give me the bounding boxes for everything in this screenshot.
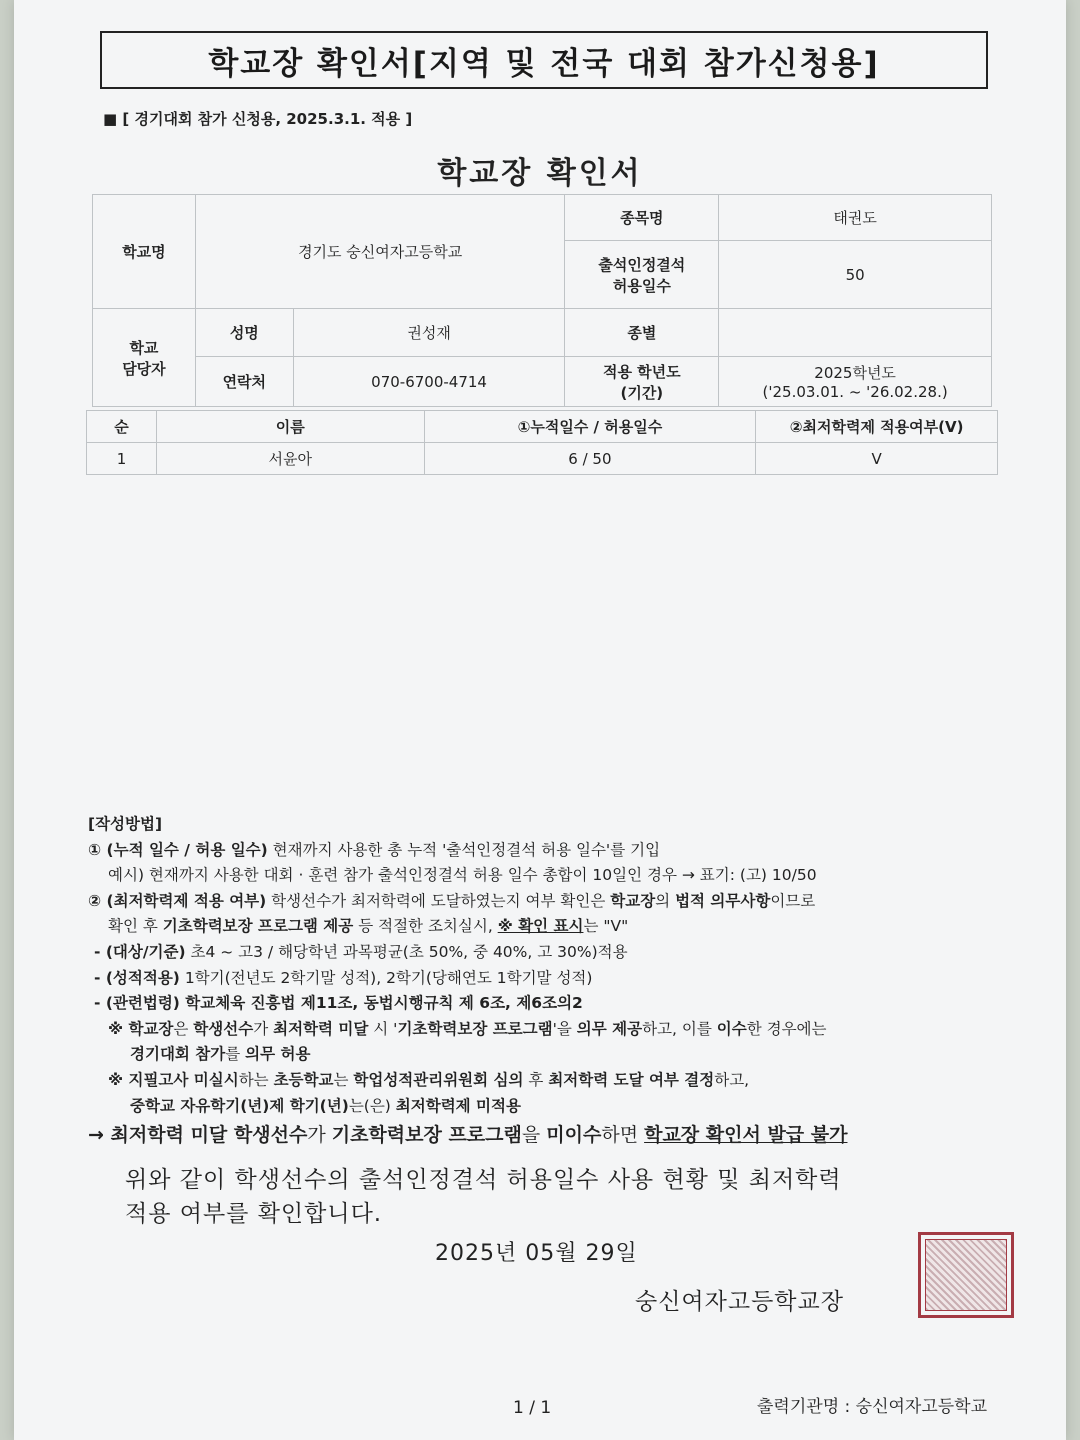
- school-label: 학교명: [93, 195, 196, 309]
- category-label: 종별: [565, 309, 719, 357]
- instruction-bold: 초등학교: [273, 1070, 334, 1089]
- instruction-text: 현재까지 사용한 총 누적 '출석인정결석 허용 일수'를 기입: [267, 840, 661, 859]
- year-label-line2: (기간): [620, 383, 664, 402]
- instructions-section: [88, 812, 1008, 1149]
- allowed-days-value: 50: [719, 241, 992, 309]
- allowed-days-label-line1: 출석인정결석: [598, 255, 686, 274]
- table-row: [87, 443, 998, 475]
- event-value: 태권도: [719, 195, 992, 241]
- instruction-bold: 학교장: [610, 891, 656, 910]
- contact-label: 연락처: [195, 357, 293, 407]
- instruction-bold: 법적 의무사항: [675, 891, 771, 910]
- instruction-bold: 학교체육 진흥법 제11조, 동법시행규칙 제 6조, 제6조의2: [179, 994, 583, 1013]
- instruction-bold: 학업성적관리위원회 심의: [353, 1070, 524, 1089]
- school-value: 경기도 숭신여자고등학교: [195, 195, 565, 309]
- manager-label-line1: 학교: [129, 338, 159, 357]
- column-header: ②최저학력제 적용여부(V): [756, 411, 998, 443]
- instruction-bold: 미이수: [546, 1124, 602, 1147]
- school-info-table: [92, 194, 992, 407]
- year-label: [565, 357, 719, 407]
- instruction-bold: 이수: [716, 1019, 747, 1038]
- min-academic-applied: V: [756, 443, 998, 475]
- confirmation-line-2: 적용 여부를 확인합니다.: [125, 1201, 383, 1227]
- instruction-line-7: [88, 991, 1008, 1017]
- column-header: 순: [87, 411, 157, 443]
- official-seal-icon: [918, 1232, 1014, 1318]
- instruction-bold: 최저학력제 미적용: [395, 1096, 521, 1115]
- instructions-title: [작성방법]: [88, 815, 163, 833]
- issuer-name: 숭신여자고등학교장: [635, 1289, 844, 1315]
- instruction-bold: ※ 확인 표시: [497, 917, 584, 936]
- instruction-bold: - (관련법령): [94, 994, 180, 1013]
- instruction-text: 가: [253, 1019, 274, 1038]
- instruction-text: 초4 ~ 고3 / 해당학년 과목평균(초 50%, 중 40%, 고 30%)적용: [185, 942, 628, 961]
- instruction-text: 을: [521, 1124, 547, 1147]
- instruction-text: 등 적절한 조치실시,: [353, 917, 498, 936]
- instruction-line-1: [88, 838, 1008, 864]
- instruction-line-2: 예시) 현재까지 사용한 대회 · 훈련 참가 출석인정결석 허용 일수 총합이 10일인 경우 → 표기: (고) 10/50: [108, 866, 817, 885]
- instruction-bold: 중학교 자유학기(년)제 학기(년): [130, 1096, 349, 1115]
- instruction-text: 하는: [238, 1070, 274, 1089]
- name-label: 성명: [195, 309, 293, 357]
- name-value: 권성재: [293, 309, 565, 357]
- column-header: 이름: [156, 411, 424, 443]
- seal-pattern: [925, 1239, 1007, 1311]
- manager-label: [93, 309, 196, 407]
- allowed-days-label-line2: 허용일수: [612, 276, 671, 295]
- student-table-header: [87, 411, 998, 443]
- instruction-line-4: [88, 914, 1008, 940]
- instruction-line-8: [88, 1017, 1008, 1043]
- confirmation-statement: [125, 1163, 842, 1231]
- year-value: [719, 357, 992, 407]
- instruction-bold: 기초학력보장 프로그램: [331, 1124, 522, 1147]
- column-header: ①누적일수 / 허용일수: [424, 411, 756, 443]
- printed-by: 출력기관명 : 숭신여자고등학교: [757, 1397, 988, 1417]
- instruction-text: 는: [333, 1070, 354, 1089]
- instruction-text: 이므로: [770, 891, 816, 910]
- student-name: 서윤아: [156, 443, 424, 475]
- instruction-bold: ※ 지필고사 미실시: [108, 1070, 239, 1089]
- accumulated-days: 6 / 50: [424, 443, 756, 475]
- instruction-text: 하고,: [714, 1070, 750, 1089]
- instruction-bold: 학교장 확인서 발급 불가: [644, 1124, 848, 1147]
- category-value: [719, 309, 992, 357]
- year-label-line1: 적용 학년도: [602, 362, 681, 381]
- instruction-line-9: [88, 1042, 1008, 1068]
- page-number: 1 / 1: [513, 1398, 552, 1418]
- instruction-text: '을: [552, 1019, 577, 1038]
- instruction-text: 확인 후: [108, 917, 163, 936]
- confirmation-line-1: 위와 같이 학생선수의 출석인정결석 허용일수 사용 현황 및 최저학력: [125, 1167, 842, 1193]
- instruction-text: 학생선수가 최저학력에 도달하였는지 여부 확인은: [266, 891, 611, 910]
- instruction-text: 를: [225, 1045, 246, 1064]
- instruction-bold: ※ 학교장: [108, 1019, 174, 1038]
- instruction-text: 는(은): [348, 1096, 396, 1115]
- instruction-line-10: [88, 1068, 1008, 1094]
- instruction-text: 1학기(전년도 2학기말 성적), 2학기(당해연도 1학기말 성적): [179, 968, 593, 987]
- instruction-line-3: [88, 889, 1008, 915]
- instruction-line-5: [88, 940, 1008, 966]
- row-number: 1: [87, 443, 157, 475]
- instruction-bold: 최저학력 도달 여부 결정: [548, 1070, 715, 1089]
- year-value-line2: ('25.03.01. ~ '26.02.28.): [762, 383, 948, 401]
- instruction-text: 한 경우에는: [746, 1019, 827, 1038]
- instruction-bold: 경기대회 참가: [130, 1045, 226, 1064]
- instruction-text: 의: [655, 891, 676, 910]
- instruction-bold: → 최저학력 미달 학생선수: [88, 1124, 308, 1147]
- year-value-line1: 2025학년도: [814, 364, 896, 382]
- instruction-bold: 기초학력보장 프로그램: [397, 1019, 553, 1038]
- instruction-text: 는 "V": [583, 917, 629, 936]
- instruction-text: 후: [523, 1070, 549, 1089]
- instruction-bold: 학생선수: [193, 1019, 254, 1038]
- instruction-bold: - (대상/기준): [94, 942, 186, 961]
- instruction-text: 은: [173, 1019, 194, 1038]
- event-label: 종목명: [565, 195, 719, 241]
- instruction-bold: 기초학력보장 프로그램 제공: [162, 917, 354, 936]
- document-subnote: ■ [ 경기대회 참가 신청용, 2025.3.1. 적용 ]: [103, 110, 413, 128]
- contact-value: 070-6700-4714: [293, 357, 565, 407]
- manager-label-line2: 담당자: [122, 359, 166, 378]
- instruction-bold: ② (최저학력제 적용 여부): [88, 891, 267, 910]
- document-heading: 학교장 확인서: [437, 156, 643, 191]
- student-list-table: [86, 410, 998, 475]
- instruction-warning: [88, 1123, 1008, 1149]
- document-title: 학교장 확인서[지역 및 전국 대회 참가신청용]: [100, 31, 988, 89]
- instruction-bold: 최저학력 미달: [273, 1019, 369, 1038]
- issue-date: 2025년 05월 29일: [435, 1241, 638, 1266]
- instruction-text: 가: [307, 1124, 332, 1147]
- instruction-line-6: [88, 966, 1008, 992]
- instruction-text: 하고, 이를: [642, 1019, 717, 1038]
- instruction-bold: - (성적적용): [94, 968, 180, 987]
- allowed-days-label: [565, 241, 719, 309]
- instruction-text: 하면: [601, 1124, 645, 1147]
- instruction-bold: 의무 제공: [576, 1019, 643, 1038]
- instruction-bold: 의무 허용: [245, 1045, 311, 1064]
- instruction-line-11: [88, 1094, 1008, 1120]
- instruction-bold: ① (누적 일수 / 허용 일수): [88, 840, 268, 859]
- instruction-text: 시 ': [368, 1019, 398, 1038]
